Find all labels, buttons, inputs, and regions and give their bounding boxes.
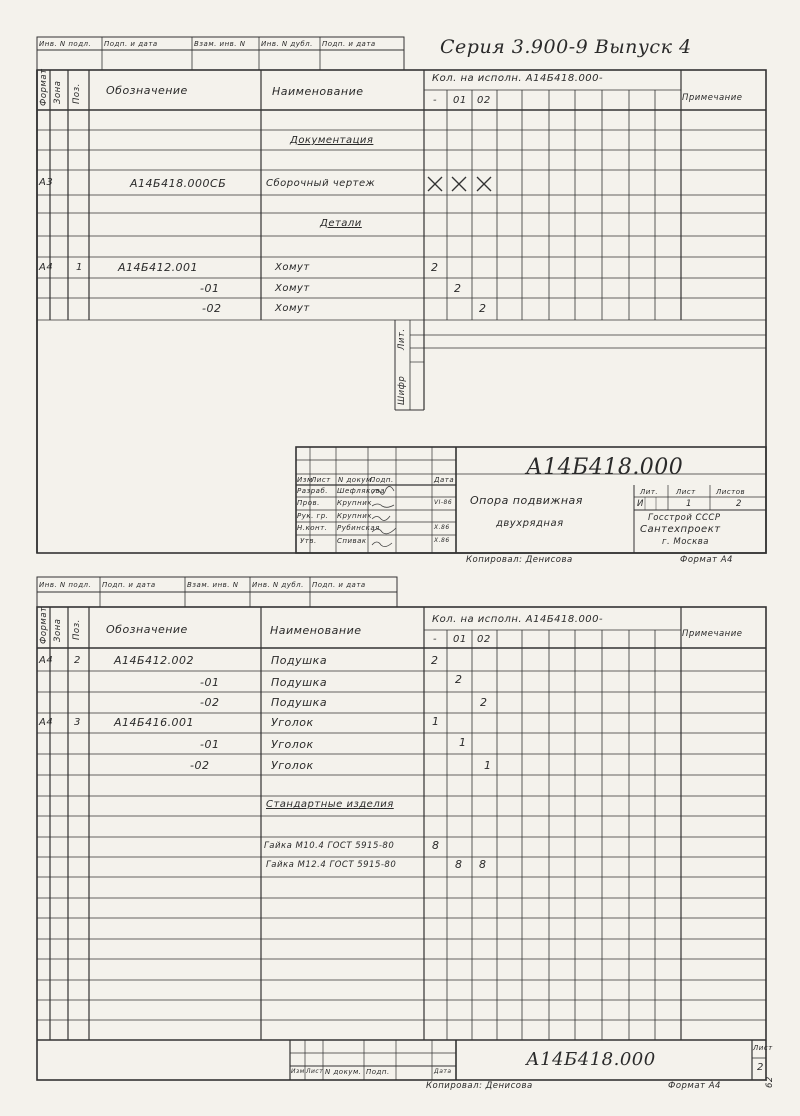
header2-note: Примечание	[682, 629, 743, 639]
series-title: Серия 3.900-9 Выпуск 4	[440, 36, 692, 58]
stamp2-sign-date-2: Подп. и дата	[312, 581, 366, 589]
row-doc-name: Сборочный чертеж	[266, 178, 376, 189]
tb1-org-2: Сантехпроект	[640, 524, 721, 535]
tb2-head-izm: Изм	[291, 1068, 305, 1075]
row3-name: Хомут	[275, 303, 310, 314]
s2-row4-pos: 3	[74, 717, 81, 728]
s2-row5-designation: -01	[200, 738, 220, 751]
row1-q0: 2	[431, 261, 439, 274]
section-parts: Детали	[320, 218, 362, 229]
header2-pos: Поз.	[72, 619, 82, 640]
tb1-person-5: Спивак	[337, 537, 367, 545]
s2-row4-designation: А14Б416.001	[114, 716, 195, 729]
header2-var-02: 02	[477, 634, 491, 645]
stamp-sign-date-2: Подп. и дата	[322, 40, 376, 48]
s2-row3-designation: -02	[200, 696, 220, 709]
std-row2-q2: 8	[479, 858, 487, 871]
format-note-2: Формат А4	[668, 1081, 721, 1091]
tb1-name-2: двухрядная	[496, 518, 564, 529]
header2-format: Формат	[39, 606, 49, 644]
s2-row4-name: Уголок	[271, 716, 314, 729]
row2-name: Хомут	[275, 283, 310, 294]
header-designation: Обозначение	[106, 84, 188, 97]
row1-format: А4	[39, 262, 54, 273]
header2-var-dash: -	[433, 634, 438, 645]
s2-row4-format: А4	[39, 717, 54, 728]
tb1-sheet-label: Лист	[676, 488, 696, 496]
header2-var-01: 01	[453, 634, 467, 645]
std-row1-name: Гайка М10.4 ГОСТ 5915-80	[264, 841, 395, 851]
tb1-lit-value: И	[637, 499, 644, 509]
tb1-role-5: Утв.	[300, 537, 317, 545]
tb1-head-izm: Изм	[297, 476, 313, 484]
tb1-head-date: Дата	[434, 476, 455, 484]
tb1-head-doc: N докум.	[338, 476, 375, 484]
section-documentation: Документация	[290, 135, 374, 146]
tb1-name-1: Опора подвижная	[470, 494, 583, 507]
s2-row5-name: Уголок	[271, 738, 314, 751]
tb1-person-1: Шефлякова	[337, 487, 385, 495]
tb2-head-list: Лист	[306, 1068, 324, 1075]
tb1-head-sign: Подп.	[370, 476, 394, 484]
header-var-dash: -	[433, 95, 438, 106]
tb1-date-2: VI-86	[434, 499, 453, 506]
format-note-1: Формат А4	[680, 555, 733, 565]
header-name: Наименование	[272, 85, 364, 98]
s2-row2-q1: 2	[455, 673, 463, 686]
s2-row6-q2: 1	[484, 759, 492, 772]
signature-marks	[370, 484, 430, 550]
stamp2-inv-dubl: Инв. N дубл.	[252, 581, 304, 589]
header2-designation: Обозначение	[106, 623, 188, 636]
s2-row1-name: Подушка	[271, 654, 328, 667]
s2-row1-pos: 2	[74, 655, 81, 666]
tb1-org-1: Госстрой СССР	[648, 513, 721, 523]
s2-row1-q0: 2	[431, 654, 439, 667]
header-format: Формат	[39, 68, 49, 106]
s2-row3-q2: 2	[480, 696, 488, 709]
tb1-sheet-value: 1	[686, 499, 692, 509]
tb1-person-2: Крупник	[337, 499, 372, 507]
row3-q2: 2	[479, 302, 487, 315]
stamp2-inv-podl: Инв. N подл.	[39, 581, 92, 589]
tb2-sheet-label: Лист	[753, 1044, 773, 1052]
tb1-role-4: Н.конт.	[297, 524, 328, 532]
tb1-role-2: Пров.	[297, 499, 320, 507]
tb1-sheets-value: 2	[736, 499, 742, 509]
std-row2-name: Гайка М12.4 ГОСТ 5915-80	[266, 860, 397, 870]
tb1-head-list: Лист	[311, 476, 331, 484]
header2-name: Наименование	[270, 624, 362, 637]
std-row1-q0: 8	[432, 839, 440, 852]
tb2-code: А14Б418.000	[526, 1049, 656, 1070]
s2-row3-name: Подушка	[271, 696, 328, 709]
header2-qty: Кол. на исполн. А14Б418.000-	[432, 614, 604, 625]
header-var-02: 02	[477, 95, 491, 106]
stamp2-sign-date: Подп. и дата	[102, 581, 156, 589]
side-cipher-label: Шифр	[397, 375, 407, 405]
s2-row5-q1: 1	[459, 736, 467, 749]
row2-q1: 2	[454, 282, 462, 295]
tb1-org-3: г. Москва	[662, 537, 709, 547]
tb1-person-3: Крупник	[337, 512, 372, 520]
copied-by-2: Копировал: Денисова	[426, 1081, 533, 1091]
tb1-person-4: Рубинская	[337, 524, 380, 532]
tb1-code: А14Б418.000	[526, 455, 684, 480]
stamp-replaced-inv: Взам. инв. N	[194, 40, 246, 48]
row1-name: Хомут	[275, 262, 310, 273]
x-marks	[428, 177, 491, 191]
std-row2-q1: 8	[455, 858, 463, 871]
tb2-head-sign: Подп.	[366, 1068, 390, 1076]
row-doc-format: А3	[39, 177, 54, 188]
tb2-sheet-value: 2	[757, 1062, 764, 1073]
tb2-head-doc: N докум.	[325, 1068, 362, 1076]
s2-row2-name: Подушка	[271, 676, 328, 689]
header-zone: Зона	[53, 80, 63, 104]
tb1-role-1: Разраб.	[297, 487, 329, 495]
header-qty: Кол. на исполн. А14Б418.000-	[432, 73, 604, 84]
s2-row1-format: А4	[39, 655, 54, 666]
tb1-role-3: Рук. гр.	[297, 512, 329, 520]
s2-row4-q0: 1	[432, 715, 440, 728]
stamp2-replaced-inv: Взам. инв. N	[187, 581, 239, 589]
section-standard-items: Стандартные изделия	[266, 799, 394, 810]
header-pos: Поз.	[72, 83, 82, 104]
s2-row6-name: Уголок	[271, 759, 314, 772]
s2-row2-designation: -01	[200, 676, 220, 689]
stamp-sign-date: Подп. и дата	[104, 40, 158, 48]
stamp-inv-podl: Инв. N подл.	[39, 40, 92, 48]
row1-designation: А14Б412.001	[118, 261, 199, 274]
row-doc-designation: А14Б418.000СБ	[130, 177, 227, 190]
tb1-sheets-label: Листов	[716, 488, 746, 496]
s2-row1-designation: А14Б412.002	[114, 654, 195, 667]
row3-designation: -02	[202, 302, 222, 315]
row2-designation: -01	[200, 282, 220, 295]
row1-pos: 1	[76, 262, 83, 273]
stamp-inv-dubl: Инв. N дубл.	[261, 40, 313, 48]
header2-zone: Зона	[53, 618, 63, 642]
header-note: Примечание	[682, 93, 743, 103]
s2-row6-designation: -02	[190, 759, 210, 772]
header-var-01: 01	[453, 95, 467, 106]
page-number: 62	[765, 1076, 775, 1088]
tb1-date-5: X.86	[434, 537, 450, 544]
tb2-head-date: Дата	[434, 1068, 452, 1075]
tb1-date-4: X.86	[434, 524, 450, 531]
copied-by-1: Копировал: Денисова	[466, 555, 573, 565]
side-lit-label: Лит.	[397, 328, 407, 350]
tb1-lit-label: Лит.	[640, 488, 659, 496]
